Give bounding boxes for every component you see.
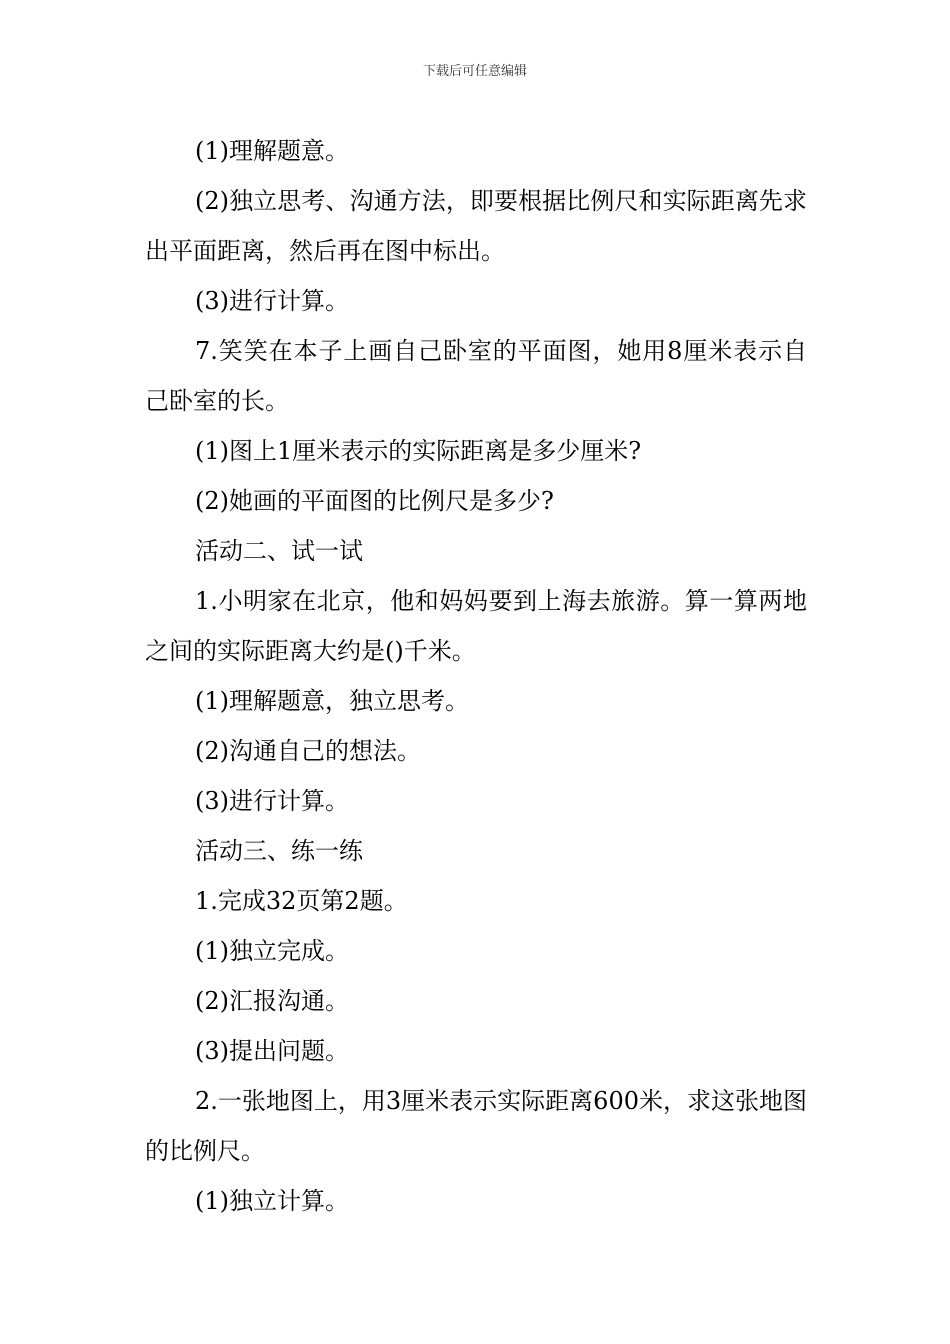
paragraph: 7.笑笑在本子上画自己卧室的平面图，她用8厘米表示自己卧室的长。 — [145, 337, 807, 415]
paragraph: (3)进行计算。 — [195, 787, 349, 815]
paragraph: (3)提出问题。 — [195, 1037, 349, 1065]
paragraph: (1)理解题意。 — [195, 137, 349, 165]
section-heading: 活动三、练一练 — [195, 837, 363, 865]
paragraph: (1)独立完成。 — [195, 937, 349, 965]
paragraph: (1)图上1厘米表示的实际距离是多少厘米? — [195, 437, 642, 465]
document-body — [145, 126, 807, 1226]
paragraph: (2)独立思考、沟通方法，即要根据比例尺和实际距离先求出平面距离，然后再在图中标出。 — [145, 187, 807, 265]
paragraph: 2.一张地图上，用3厘米表示实际距离600米，求这张地图的比例尺。 — [145, 1087, 807, 1165]
page-header: 下载后可任意编辑 — [422, 64, 527, 79]
paragraph: (1)理解题意，独立思考。 — [195, 687, 469, 715]
paragraph: (2)她画的平面图的比例尺是多少? — [195, 487, 554, 515]
paragraph: (3)进行计算。 — [195, 287, 349, 315]
paragraph: 1.小明家在北京，他和妈妈要到上海去旅游。算一算两地之间的实际距离大约是()千米。 — [145, 587, 807, 665]
section-heading: 活动二、试一试 — [195, 537, 363, 565]
paragraph: (2)汇报沟通。 — [195, 987, 349, 1015]
paragraph: (2)沟通自己的想法。 — [195, 737, 421, 765]
paragraph: 1.完成32页第2题。 — [195, 887, 408, 915]
paragraph: (1)独立计算。 — [195, 1187, 349, 1215]
